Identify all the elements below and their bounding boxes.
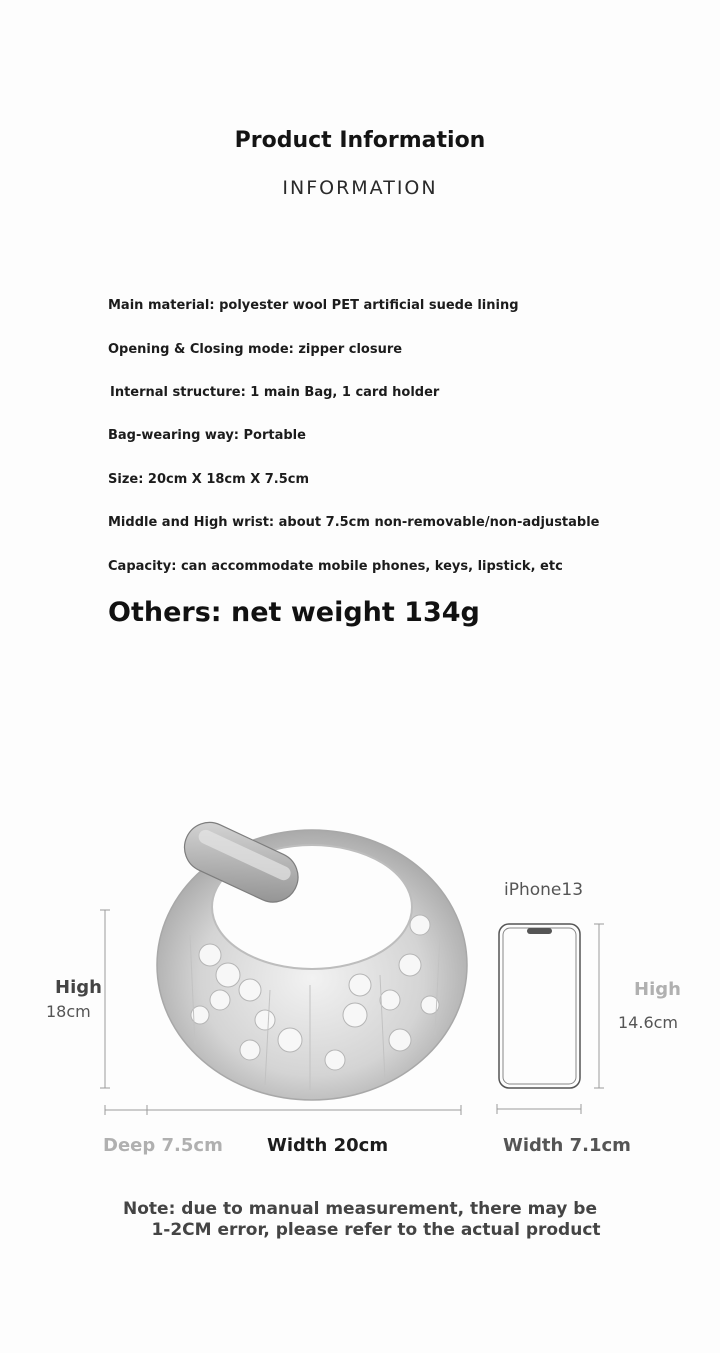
page-subtitle: INFORMATION (282, 177, 438, 199)
bag-high-label: High (55, 977, 102, 998)
bag-high-value: 18cm (46, 1002, 91, 1021)
phone-width-label: Width 7.1cm (503, 1135, 631, 1156)
spec-wearing-way: Bag-wearing way: Portable (108, 428, 306, 443)
iphone-outline-icon (490, 918, 610, 1118)
page-title: Product Information (234, 128, 486, 153)
spec-wrist: Middle and High wrist: about 7.5cm non-removable/non-adjustable (108, 515, 600, 530)
spec-main-material: Main material: polyester wool PET artificial suede lining (108, 298, 519, 313)
spec-size: Size: 20cm X 18cm X 7.5cm (108, 472, 310, 487)
phone-name: iPhone13 (504, 880, 584, 900)
deep-label: Deep 7.5cm (103, 1135, 223, 1156)
phone-high-label: High (634, 979, 681, 1000)
phone-high-value: 14.6cm (618, 1013, 679, 1032)
spec-internal-structure: Internal structure: 1 main Bag, 1 card holder (110, 385, 440, 400)
width-label: Width 20cm (267, 1135, 389, 1156)
measurement-note (0, 1199, 720, 1241)
note-line-1: Note: due to manual measurement, there may be (123, 1199, 597, 1219)
spec-capacity: Capacity: can accommodate mobile phones, keys, lipstick, etc (108, 559, 563, 574)
note-line-2: 1-2CM error, please refer to the actual product (151, 1220, 601, 1240)
net-weight-heading: Others: net weight 134g (108, 597, 480, 628)
spec-opening-mode: Opening & Closing mode: zipper closure (108, 342, 403, 357)
bag-dimension-lines (95, 905, 475, 1115)
